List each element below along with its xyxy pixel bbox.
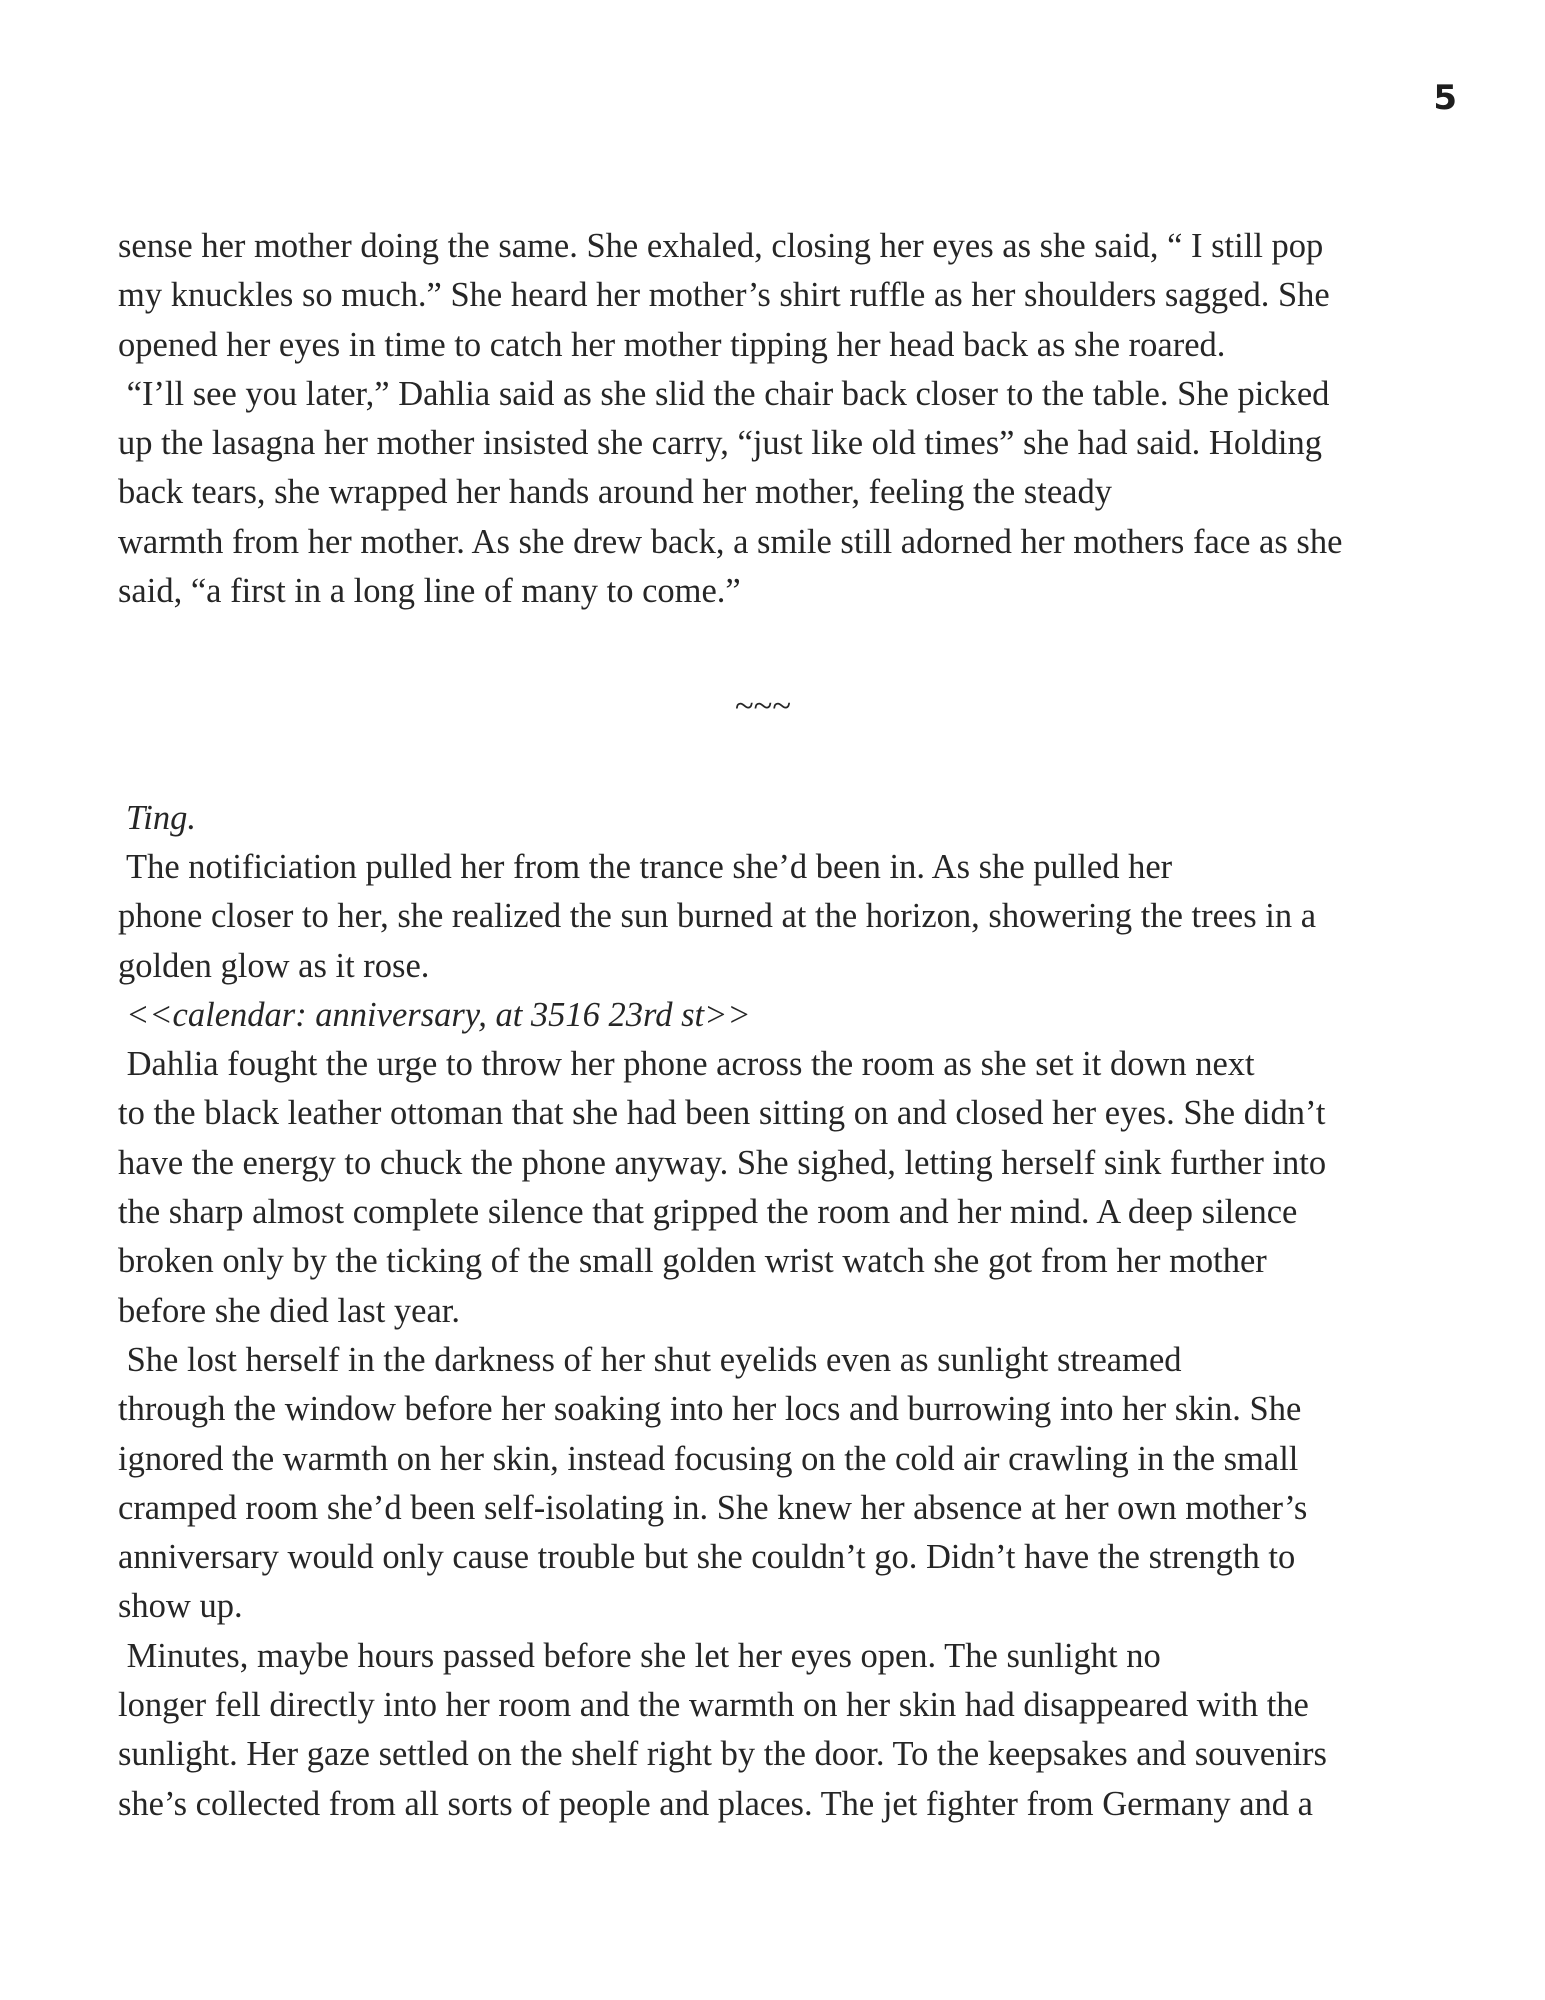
text-line: through the window before her soaking into her locs and burrowing into her skin. She xyxy=(118,1390,1302,1429)
text-line: anniversary would only cause trouble but she couldn’t go. Didn’t have the strength to xyxy=(118,1538,1296,1577)
text-line: my knuckles so much.” She heard her mother’s shirt ruffle as her shoulders sagged. She xyxy=(118,276,1330,315)
text-line: Dahlia fought the urge to throw her phone across the room as she set it down next xyxy=(118,1045,1255,1084)
text-line-italic: Ting. xyxy=(126,798,196,837)
calendar-notification: <<calendar: anniversary, at 3516 23rd st>> xyxy=(126,995,751,1034)
text-line: she’s collected from all sorts of people and places. The jet fighter from Germany and a xyxy=(118,1784,1313,1823)
text-line: back tears, she wrapped her hands around her mother, feeling the steady xyxy=(118,473,1112,512)
text-line: broken only by the ticking of the small golden wrist watch she got from her mother xyxy=(118,1242,1267,1281)
text-line: longer fell directly into her room and the warmth on her skin had disappeared with the xyxy=(118,1686,1309,1725)
text-line: sunlight. Her gaze settled on the shelf right by the door. To the keepsakes and souvenirs xyxy=(118,1735,1327,1774)
text-line: up the lasagna her mother insisted she carry, “just like old times” she had said. Holding xyxy=(118,424,1323,463)
body-text xyxy=(118,222,1418,1829)
text-line: She lost herself in the darkness of her shut eyelids even as sunlight streamed xyxy=(118,1340,1182,1379)
text-line: before she died last year. xyxy=(118,1291,460,1330)
section-separator: ~~~ xyxy=(735,687,791,726)
text-line: said, “a first in a long line of many to come.” xyxy=(118,572,741,611)
text-line: Minutes, maybe hours passed before she let her eyes open. The sunlight no xyxy=(118,1636,1161,1675)
text-line: cramped room she’d been self-isolating in. She knew her absence at her own mother’s xyxy=(118,1488,1308,1527)
text-line: opened her eyes in time to catch her mother tipping her head back as she roared. xyxy=(118,325,1226,364)
text-line: golden glow as it rose. xyxy=(118,946,430,985)
text-line: warmth from her mother. As she drew back, a smile still adorned her mothers face as she xyxy=(118,522,1343,561)
text-line: the sharp almost complete silence that gripped the room and her mind. A deep silence xyxy=(118,1193,1298,1232)
text-line: ignored the warmth on her skin, instead focusing on the cold air crawling in the small xyxy=(118,1439,1299,1478)
text-line: have the energy to chuck the phone anyway. She sighed, letting herself sink further into xyxy=(118,1143,1327,1182)
page-number: 5 xyxy=(1433,78,1457,118)
text-line: to the black leather ottoman that she had been sitting on and closed her eyes. She didn’t xyxy=(118,1094,1326,1133)
text-line: “I’ll see you later,” Dahlia said as she slid the chair back closer to the table. She picked xyxy=(118,374,1330,413)
text-line: sense her mother doing the same. She exhaled, closing her eyes as she said, “ I still pop xyxy=(118,227,1324,265)
text-line: show up. xyxy=(118,1587,243,1626)
text-line: The notificiation pulled her from the trance she’d been in. As she pulled her xyxy=(118,847,1173,886)
text-line: phone closer to her, she realized the sun burned at the horizon, showering the trees in a xyxy=(118,897,1317,936)
